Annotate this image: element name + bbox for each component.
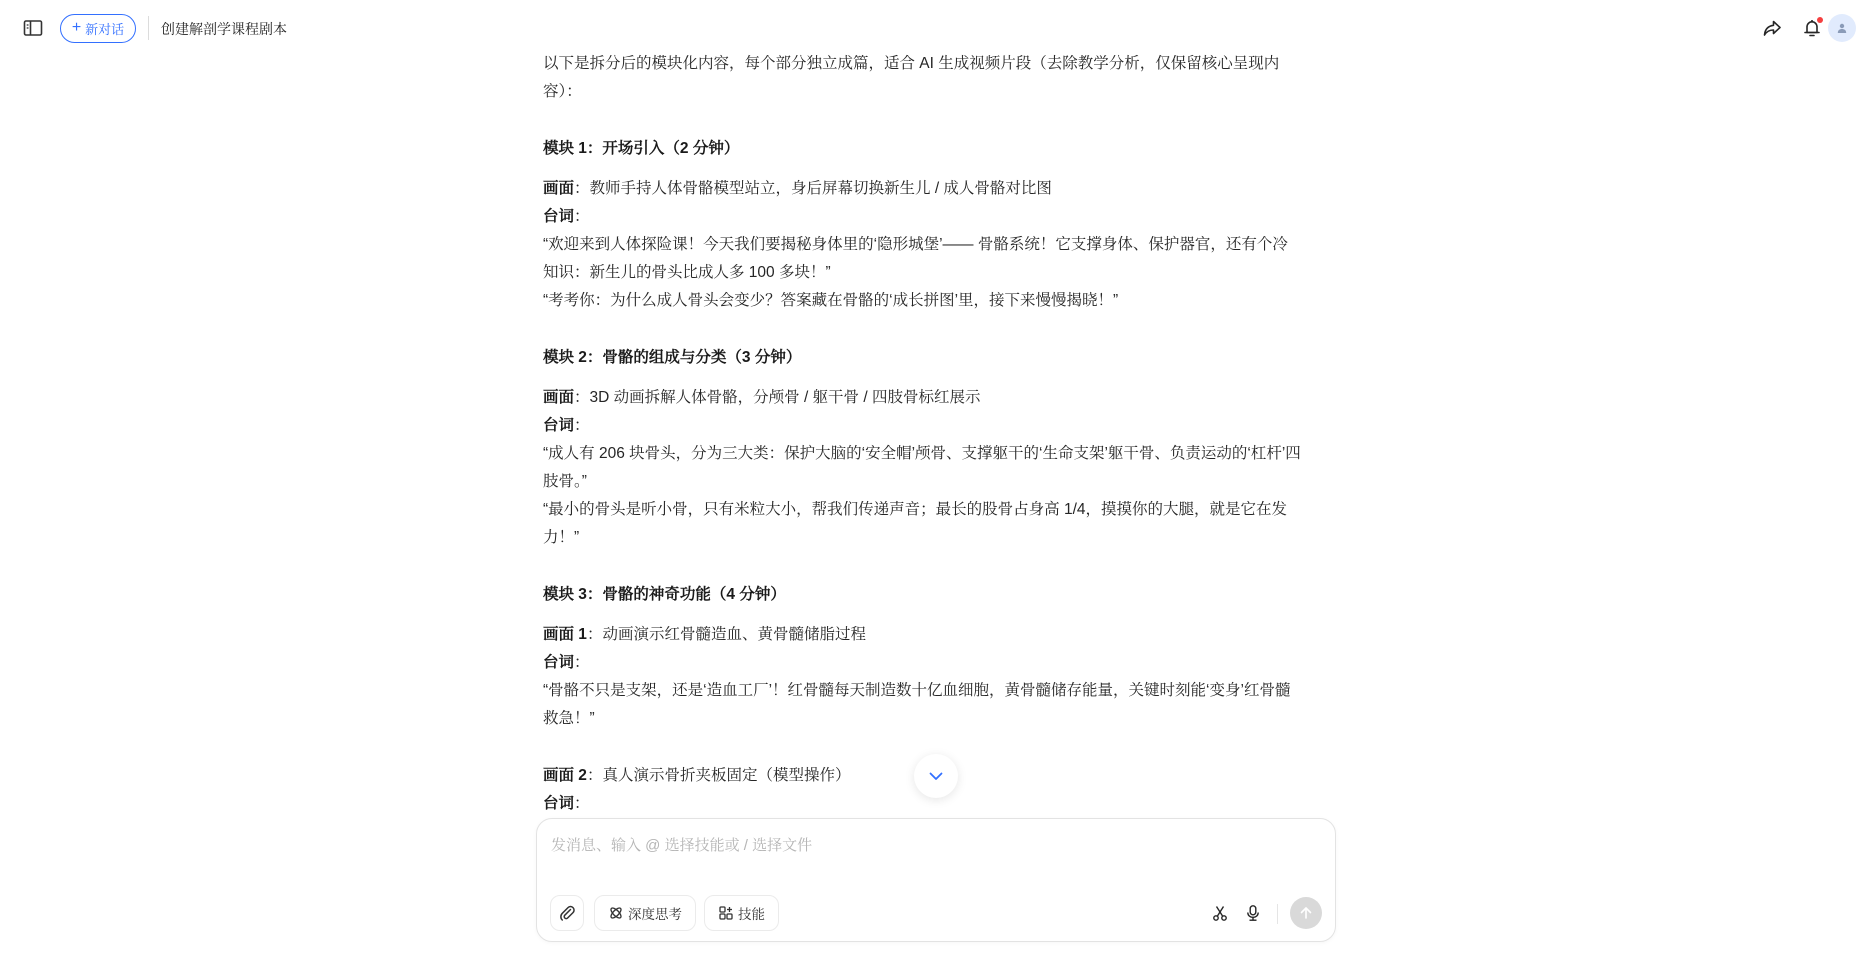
module-1-lines-heading <box>543 203 1333 231</box>
scene-label: 画面 2 <box>543 767 587 784</box>
module-2-lines-heading <box>543 412 1333 440</box>
arrow-up-icon <box>1298 905 1314 921</box>
notification-badge <box>1817 17 1823 23</box>
module-3-lines-heading <box>543 649 1333 677</box>
avatar-icon <box>1836 22 1848 34</box>
module-1-line: 知识：新生儿的骨头比成人多 100 多块！” <box>543 264 831 281</box>
lines-colon: ： <box>574 795 590 812</box>
lines-label: 台词 <box>543 417 575 434</box>
send-button[interactable] <box>1290 897 1322 929</box>
scene-text: ：真人演示骨折夹板固定（模型操作） <box>586 767 851 784</box>
module-2-line: 肢骨。” <box>543 473 587 490</box>
share-icon <box>1761 17 1783 39</box>
deep-think-button[interactable] <box>594 895 696 931</box>
top-bar <box>0 0 1872 56</box>
message-input[interactable] <box>551 833 1311 857</box>
module-2-line: “最小的骨头是听小骨，只有米粒大小，帮我们传递声音；最长的股骨占身高 1/4，摸摸你的大腿，就是它在发 <box>543 501 1288 518</box>
scene-text: ：教师手持人体骨骼模型站立，身后屏幕切换新生儿 / 成人骨骼对比图 <box>574 180 1052 197</box>
scissors-icon <box>1211 904 1229 922</box>
skills-button[interactable] <box>704 895 779 931</box>
lines-label: 台词 <box>543 654 575 671</box>
module-2-scene <box>543 384 1333 412</box>
module-1-line: “欢迎来到人体探险课！今天我们要揭秘身体里的‘隐形城堡’—— 骨骼系统！它支撑身体、保护器官，还有个冷 <box>543 236 1288 253</box>
new-chat-button[interactable] <box>60 14 136 43</box>
module-2-title: 模块 2：骨骼的组成与分类（3 分钟） <box>543 349 802 366</box>
module-3-line: “骨骼不只是支架，还是‘造血工厂’！红骨髓每天制造数十亿血细胞，黄骨髓储存能量，关键时刻能‘变身’红骨髓 <box>543 682 1291 699</box>
scene-label: 画面 1 <box>543 626 587 643</box>
intro-text: 以下是拆分后的模块化内容，每个部分独立成篇，适合 AI 生成视频片段（去除教学分析，仅保留核心呈现内 <box>543 55 1280 72</box>
new-chat-label: 新对话 <box>85 22 125 37</box>
module-1-scene <box>543 175 1333 203</box>
screenshot-button[interactable] <box>1208 901 1232 925</box>
share-button[interactable] <box>1760 16 1784 40</box>
scene-label: 画面 <box>543 180 575 197</box>
scroll-to-bottom-button[interactable] <box>914 754 958 798</box>
assistant-message <box>543 50 1333 818</box>
intro-text-cont: 容）： <box>543 83 582 100</box>
message-composer <box>536 818 1336 942</box>
scene-text: ：3D 动画拆解人体骨骼，分颅骨 / 躯干骨 / 四肢骨标红展示 <box>574 389 981 406</box>
module-3-scene-1 <box>543 621 1333 649</box>
voice-input-button[interactable] <box>1241 901 1265 925</box>
lines-colon: ： <box>574 417 590 434</box>
atom-icon <box>608 905 624 921</box>
module-3-line: 救急！” <box>543 710 595 727</box>
sidebar-toggle-button[interactable] <box>22 17 44 39</box>
module-1-line: “考考你：为什么成人骨头会变少？答案藏在骨骼的‘成长拼图’里，接下来慢慢揭晓！” <box>543 292 1119 309</box>
module-2-line: 力！” <box>543 529 580 546</box>
user-avatar[interactable] <box>1828 14 1856 42</box>
module-1-title: 模块 1：开场引入（2 分钟） <box>543 140 740 157</box>
paperclip-icon <box>558 904 576 922</box>
module-3-title: 模块 3：骨骼的神奇功能（4 分钟） <box>543 586 786 603</box>
skills-label: 技能 <box>738 907 765 922</box>
scene-label: 画面 <box>543 389 575 406</box>
notifications-button[interactable] <box>1800 16 1824 40</box>
microphone-icon <box>1244 904 1262 922</box>
chat-title[interactable]: 创建解剖学课程剧本 <box>161 21 287 37</box>
header-divider <box>148 16 149 40</box>
scene-text: ：动画演示红骨髓造血、黄骨髓储脂过程 <box>586 626 866 643</box>
lines-label: 台词 <box>543 208 575 225</box>
lines-colon: ： <box>574 654 590 671</box>
sidebar-toggle-icon <box>22 17 44 39</box>
module-2-line: “成人有 206 块骨头，分为三大类：保护大脑的‘安全帽’颅骨、支撑躯干的‘生命支架’躯干骨、负责运动的‘杠杆’四 <box>543 445 1301 462</box>
lines-label: 台词 <box>543 795 575 812</box>
lines-colon: ： <box>574 208 590 225</box>
chevron-down-icon <box>927 767 945 785</box>
plus-icon: + <box>71 19 82 36</box>
skills-grid-icon <box>718 905 734 921</box>
attach-file-button[interactable] <box>550 895 584 931</box>
deep-think-label: 深度思考 <box>628 907 682 922</box>
composer-divider <box>1277 904 1278 924</box>
